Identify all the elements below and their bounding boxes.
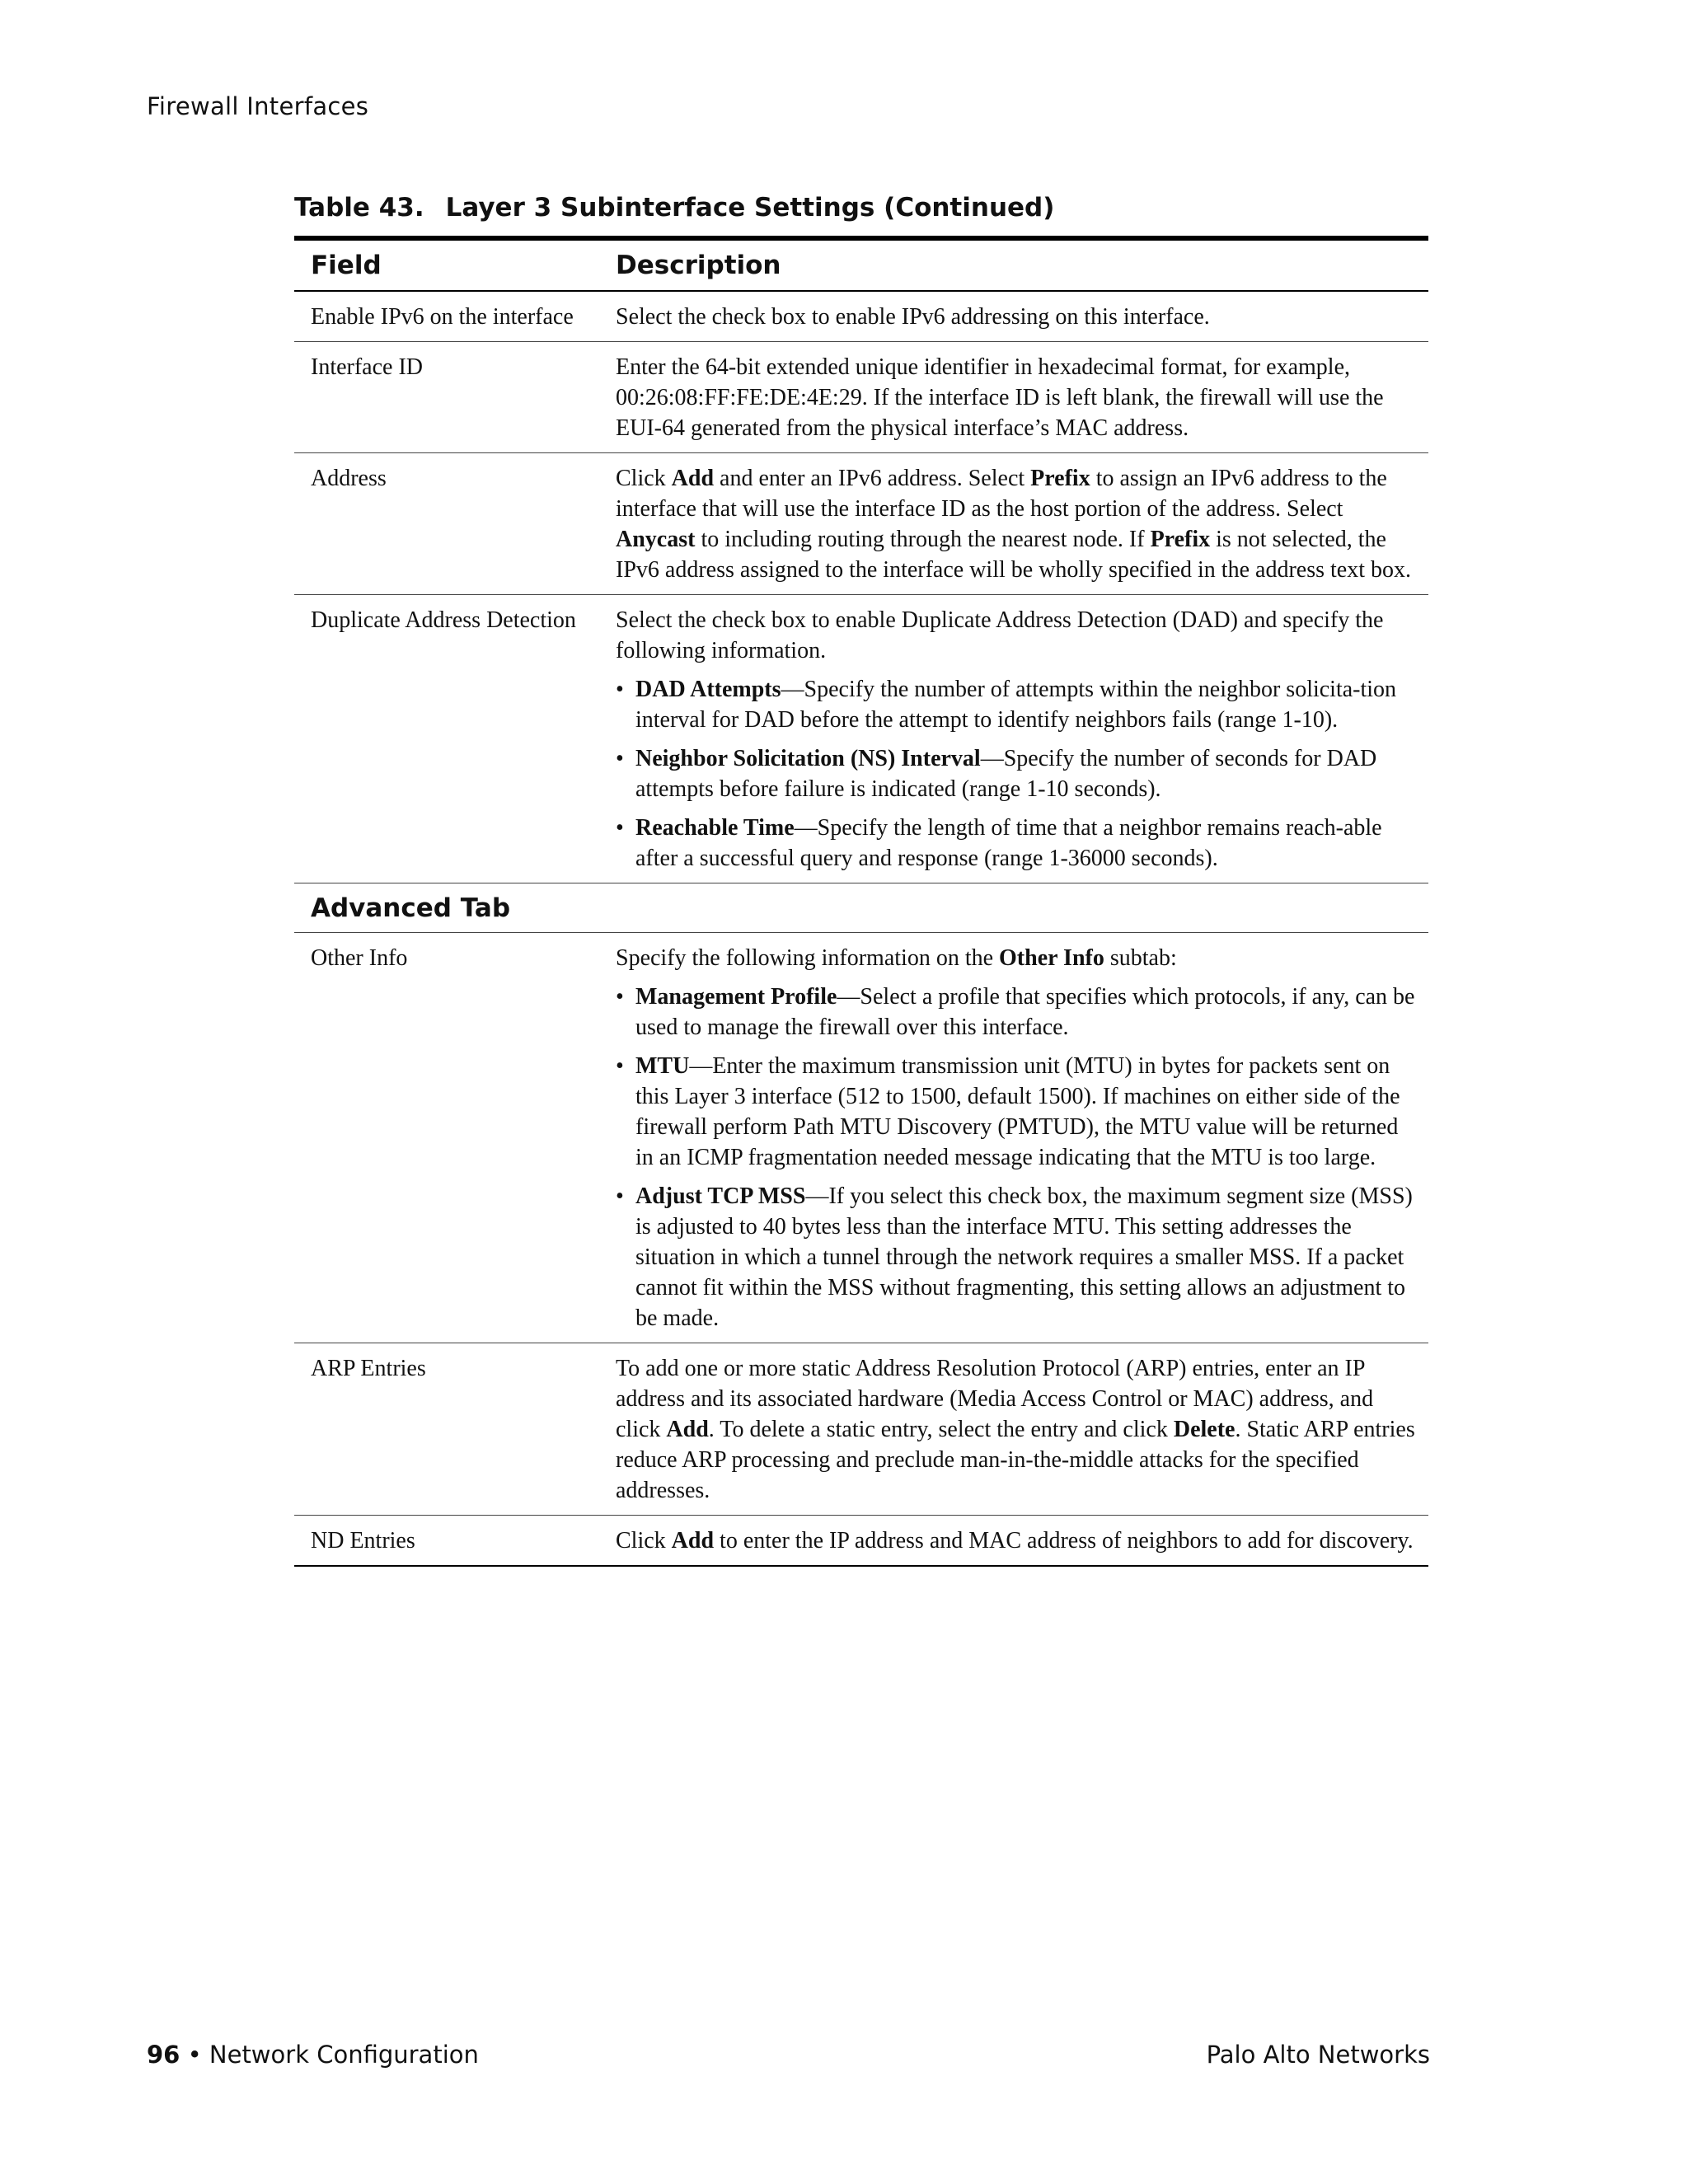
running-header: Firewall Interfaces bbox=[147, 92, 369, 120]
table-title: Layer 3 Subinterface Settings (Continued) bbox=[445, 193, 1055, 223]
section-header-advanced-tab: Advanced Tab bbox=[294, 883, 1428, 933]
description-cell: Specify the following information on the Other Info subtab: • Management Profile—Select a profile that specifies which protocols, if any, can be used to manage the firewall over this interface. • MTU—Enter the maximum transmission unit (MTU) in bytes for packets sent on this Layer 3 interface (512 to 1500, default 1500). If machines on either side of the firewall perform Path MTU Discovery (PMTUD), the MTU value will be returned in an ICMP fragmentation needed message indicating that the MTU is too large. • Adjust TCP MSS—If you select this check box, the maximum segment size (MSS) is adjusted to 40 bytes less than the interface MTU. This setting addresses the situation in which a tunnel through the network requires a smaller MSS. If a packet cannot fit within the MSS without fragmenting, this setting allows an adjustment to be made. bbox=[616, 933, 1428, 1343]
table-row bbox=[294, 1516, 1428, 1567]
description-cell: Click Add and enter an IPv6 address. Select Prefix to assign an IPv6 address to the interface that will use the interface ID as the host portion of the address. Select Anycast to including routing through the nearest node. If Prefix is not selected, the IPv6 address assigned to the interface will be wholly specified in the address text box. bbox=[616, 466, 1411, 583]
table-row bbox=[294, 595, 1428, 883]
footer-section: Network Configuration bbox=[209, 2041, 479, 2069]
table-row bbox=[294, 933, 1428, 1343]
table-header-row bbox=[294, 241, 1428, 292]
column-header-field: Field bbox=[311, 251, 382, 280]
description-cell: Select the check box to enable Duplicate Address Detection (DAD) and specify the following information. • DAD Attempts—Specify the number of attempts within the neighbor solicita-tion interval for DAD before the attempt to identify neighbors fails (range 1-10). • Neighbor Solicitation (NS) Interval—Specify the number of seconds for DAD attempts before failure is indicated (range 1-10 seconds). • Reachable Time—Specify the length of time that a neighbor remains reach-able after a successful query and response (range 1-36000 seconds). bbox=[616, 595, 1428, 883]
table-row bbox=[294, 342, 1428, 453]
field-cell: ND Entries bbox=[311, 1528, 415, 1554]
field-cell: Duplicate Address Detection bbox=[311, 607, 576, 633]
footer-separator: • bbox=[180, 2041, 209, 2069]
field-cell: Other Info bbox=[311, 945, 408, 971]
description-cell: Click Add to enter the IP address and MAC address of neighbors to add for discovery. bbox=[616, 1528, 1414, 1554]
field-cell: Interface ID bbox=[311, 354, 424, 380]
page-number: 96 bbox=[147, 2041, 181, 2069]
field-cell: ARP Entries bbox=[311, 1356, 426, 1381]
column-header-description: Description bbox=[616, 251, 781, 280]
list-item: • MTU—Enter the maximum transmission unit (MTU) in bytes for packets sent on this Layer 3 interface (512 to 1500, default 1500). If machines on either side of the firewall perform Path MTU Discovery (PMTUD), the MTU value will be returned in an ICMP fragmentation needed message indicating that the MTU is too large. bbox=[616, 1051, 1420, 1173]
table-number: Table 43. bbox=[294, 193, 424, 223]
table-caption bbox=[294, 193, 1054, 223]
table-row bbox=[294, 453, 1428, 595]
description-cell: To add one or more static Address Resolution Protocol (ARP) entries, enter an IP address and its associated hardware (Media Access Control or MAC) address, and click Add. To delete a static entry, select the entry and click Delete. Static ARP entries reduce ARP processing and preclude man-in-the-middle attacks for the specified addresses. bbox=[616, 1356, 1415, 1503]
bullet-list bbox=[616, 674, 1420, 874]
list-item: • Neighbor Solicitation (NS) Interval—Specify the number of seconds for DAD attempts before failure is indicated (range 1-10 seconds). bbox=[616, 743, 1420, 804]
list-item: • DAD Attempts—Specify the number of attempts within the neighbor solicita-tion interval for DAD before the attempt to identify neighbors fails (range 1-10). bbox=[616, 674, 1420, 735]
bullet-list bbox=[616, 982, 1420, 1333]
settings-table bbox=[294, 236, 1428, 1567]
field-cell: Enable IPv6 on the interface bbox=[311, 304, 574, 330]
field-cell: Address bbox=[311, 466, 387, 491]
list-item: • Management Profile—Select a profile that specifies which protocols, if any, can be used to manage the firewall over this interface. bbox=[616, 982, 1420, 1043]
list-item: • Reachable Time—Specify the length of time that a neighbor remains reach-able after a successful query and response (range 1-36000 seconds). bbox=[616, 813, 1420, 874]
footer-publisher: Palo Alto Networks bbox=[1206, 2041, 1430, 2069]
list-item: • Adjust TCP MSS—If you select this check box, the maximum segment size (MSS) is adjusted to 40 bytes less than the interface MTU. This setting addresses the situation in which a tunnel through the network requires a smaller MSS. If a packet cannot fit within the MSS without fragmenting, this setting allows an adjustment to be made. bbox=[616, 1181, 1420, 1333]
description-cell: Select the check box to enable IPv6 addressing on this interface. bbox=[616, 304, 1210, 330]
table-row bbox=[294, 1343, 1428, 1516]
footer-page-info bbox=[147, 2041, 479, 2069]
description-cell: Enter the 64-bit extended unique identifier in hexadecimal format, for example, 00:26:08:FF:FE:DE:4E:29. If the interface ID is left blank, the firewall will use the EUI-64 generated from the physical interface’s MAC address. bbox=[616, 354, 1384, 441]
table-row bbox=[294, 292, 1428, 342]
